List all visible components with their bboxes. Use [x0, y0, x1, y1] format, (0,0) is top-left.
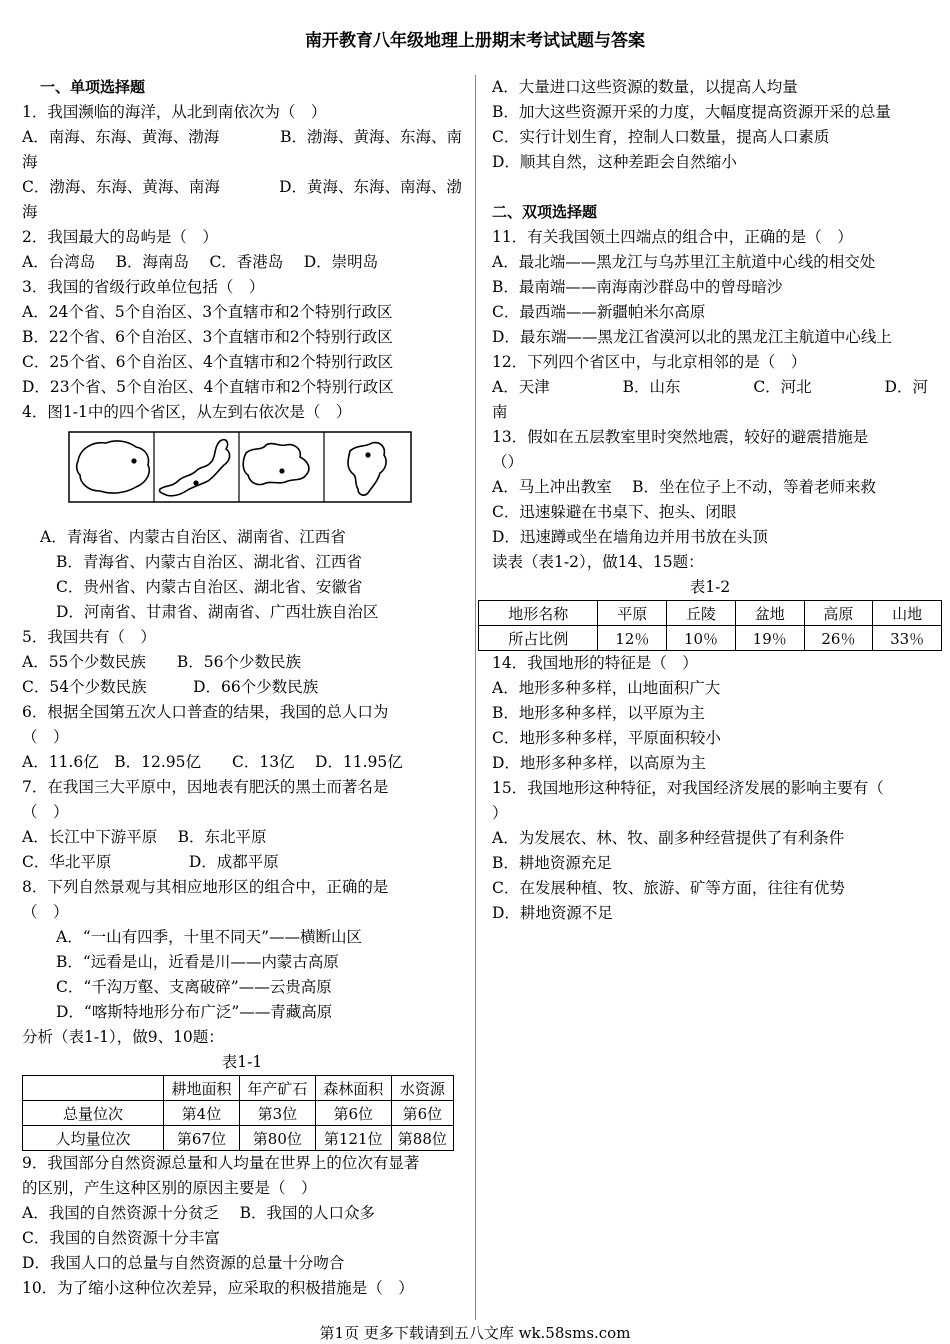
table-cell: 10％ [667, 626, 736, 651]
question-9-stem: 9．我国部分自然资源总量和人均量在世界上的位次有显著 [22, 1154, 420, 1172]
option: D．河 [884, 378, 928, 396]
table-header-cell: 年产矿石 [239, 1076, 315, 1101]
option: B．青海省、内蒙古自治区、湖北省、江西省 [56, 553, 362, 571]
table-header-cell: 高原 [804, 601, 873, 626]
question-8-stem-wrap: （ ） [22, 903, 69, 921]
question-13-stem: 13．假如在五层教室里时突然地震，较好的避震措施是 [492, 428, 869, 446]
table-row [23, 1076, 454, 1101]
table-1-caption: 表1-1 [221, 1053, 263, 1071]
table-cell: 33％ [873, 626, 942, 651]
question-6-options: A．11.6亿 B．12.95亿 C．13亿 D．11.95亿 [22, 753, 403, 771]
option: A．为发展农、林、牧、副多种经营提供了有利条件 [492, 829, 845, 847]
option: C．贵州省、内蒙古自治区、湖北省、安徽省 [56, 578, 363, 596]
option: C．在发展种植、牧、旅游、矿等方面，往往有优势 [492, 879, 845, 897]
option: D．迅速蹲或坐在墙角边并用书放在头顶 [492, 528, 768, 546]
table-cell: 第67位 [164, 1126, 240, 1151]
option: C．25个省、6个自治区、4个直辖市和2个特别行政区 [22, 353, 394, 371]
option: D．23个省、5个自治区、4个直辖市和2个特别行政区 [22, 378, 394, 396]
table-cell: 19％ [735, 626, 804, 651]
question-12-stem: 12．下列四个省区中，与北京相邻的是（ ） [492, 353, 807, 371]
option: B．加大这些资源开采的力度，大幅度提高资源开采的总量 [492, 103, 891, 121]
table-row [479, 601, 942, 626]
option: C．河北 [753, 378, 812, 396]
option: C．54个少数民族 D．66个少数民族 [22, 678, 319, 696]
table-header-cell: 丘陵 [667, 601, 736, 626]
option: B．山东 [622, 378, 681, 396]
table-header-cell: 山地 [873, 601, 942, 626]
option: B．“远看是山，近看是川——内蒙古高原 [56, 953, 339, 971]
option: D．最东端——黑龙江省漠河以北的黑龙江主航道中心线上 [492, 328, 892, 346]
option: A．天津 [492, 378, 550, 396]
question-12-options [492, 375, 928, 400]
option: C．“千沟万壑、支离破碎”——云贵高原 [56, 978, 332, 996]
question-4-stem: 4．图1-1中的四个省区，从左到右依次是（ ） [22, 403, 352, 421]
option: A．青海省、内蒙古自治区、湖南省、江西省 [40, 528, 346, 546]
section-heading-double-choice: 二、双项选择题 [492, 203, 598, 221]
question-7-stem-wrap: （ ） [22, 803, 69, 821]
option: D．顺其自然，这种差距会自然缩小 [492, 153, 737, 171]
option: B．22个省、6个自治区、3个直辖市和2个特别行政区 [22, 328, 393, 346]
section-heading-single-choice: 一、单项选择题 [40, 78, 146, 96]
option: D．耕地资源不足 [492, 904, 613, 922]
table-2-intro: 读表（表1-2），做14、15题： [492, 553, 704, 571]
question-15-stem: 15．我国地形这种特征，对我国经济发展的影响主要有（ [492, 779, 884, 797]
table-cell: 总量位次 [23, 1101, 164, 1126]
question-13-stem-wrap: （） [492, 453, 524, 471]
table-cell: 第88位 [391, 1126, 453, 1151]
option: A．我国的自然资源十分贫乏 B．我国的人口众多 [22, 1204, 376, 1222]
question-1-options-ab [22, 125, 462, 150]
table-cell: 12％ [598, 626, 667, 651]
option: A．南海、东海、黄海、渤海 [22, 128, 220, 146]
option: A．长江中下游平原 B．东北平原 [22, 828, 267, 846]
option: D．河南省、甘肃省、湖南省、广西壮族自治区 [56, 603, 379, 621]
question-10-stem: 10．为了缩小这种位次差异，应采取的积极措施是（ ） [22, 1279, 414, 1297]
option: A．马上冲出教室 B．坐在位子上不动，等着老师来救 [492, 478, 877, 496]
table-cell: 第3位 [239, 1101, 315, 1126]
table-cell: 第121位 [315, 1126, 391, 1151]
question-1-stem: 1．我国濒临的海洋，从北到南依次为（ ） [22, 103, 327, 121]
option: B．最南端——南海南沙群岛中的曾母暗沙 [492, 278, 783, 296]
spacer [492, 175, 928, 200]
table-cell: 第6位 [391, 1101, 453, 1126]
table-cell [23, 1076, 164, 1101]
option: C．最西端——新疆帕米尔高原 [492, 303, 706, 321]
option: A．24个省、5个自治区、3个直辖市和2个特别行政区 [22, 303, 393, 321]
table-header-cell: 盆地 [735, 601, 804, 626]
table-1 [22, 1075, 454, 1151]
option-wrap: 海 [22, 203, 38, 221]
option: C．实行计划生育，控制人口数量，提高人口素质 [492, 128, 830, 146]
option: D．黄海、东海、南海、渤 [279, 178, 462, 196]
table-row [23, 1101, 454, 1126]
page-footer: 第1页 更多下载请到五八文库 wk.58sms.com [319, 1324, 631, 1342]
question-5-stem: 5．我国共有（ ） [22, 628, 156, 646]
option: D．我国人口的总量与自然资源的总量十分吻合 [22, 1254, 345, 1272]
option-wrap: 海 [22, 153, 38, 171]
option: C．迅速躲避在书桌下、抱头、闭眼 [492, 503, 737, 521]
option: A．大量进口这些资源的数量，以提高人均量 [492, 78, 798, 96]
table-cell: 所占比例 [479, 626, 598, 651]
question-1-options-cd [22, 175, 462, 200]
table-cell: 第4位 [164, 1101, 240, 1126]
option: C．华北平原 D．成都平原 [22, 853, 279, 871]
left-column [22, 75, 462, 1301]
question-7-stem: 7．在我国三大平原中，因地表有肥沃的黑土而著名是 [22, 778, 389, 796]
question-3-stem: 3．我国的省级行政单位包括（ ） [22, 278, 265, 296]
question-14-stem: 14．我国地形的特征是（ ） [492, 654, 698, 672]
table-header-cell: 平原 [598, 601, 667, 626]
table-cell: 人均量位次 [23, 1126, 164, 1151]
table-row [23, 1126, 454, 1151]
right-column [492, 75, 928, 926]
option: C．地形多种多样，平原面积较小 [492, 729, 721, 747]
question-6-stem-wrap: （ ） [22, 728, 69, 746]
column-divider [475, 75, 476, 1320]
option: A．地形多种多样，山地面积广大 [492, 679, 721, 697]
table-1-intro: 分析（表1-1），做9、10题： [22, 1028, 224, 1046]
table-cell: 第80位 [239, 1126, 315, 1151]
option: B．地形多种多样，以平原为主 [492, 704, 705, 722]
figure-province-outlines [22, 425, 462, 525]
question-6-stem: 6．根据全国第五次人口普查的结果，我国的总人口为 [22, 703, 389, 721]
table-cell: 26％ [804, 626, 873, 651]
option: B．渤海、黄海、东海、南 [280, 128, 462, 146]
question-11-stem: 11．有关我国领土四端点的组合中，正确的是（ ） [492, 228, 853, 246]
option: C．我国的自然资源十分丰富 [22, 1229, 220, 1247]
option: B．耕地资源充足 [492, 854, 612, 872]
option: A．“一山有四季，十里不同天”——横断山区 [56, 928, 363, 946]
option: C．渤海、东海、黄海、南海 [22, 178, 220, 196]
table-row [479, 626, 942, 651]
question-2-stem: 2．我国最大的岛屿是（ ） [22, 228, 218, 246]
document-title: 南开教育八年级地理上册期末考试试题与答案 [305, 31, 645, 51]
table-header-cell: 森林面积 [315, 1076, 391, 1101]
option: A．55个少数民族 B．56个少数民族 [22, 653, 302, 671]
table-header-cell: 耕地面积 [164, 1076, 240, 1101]
question-8-stem: 8．下列自然景观与其相应地形区的组合中，正确的是 [22, 878, 389, 896]
table-2 [478, 600, 942, 651]
table-cell: 第6位 [315, 1101, 391, 1126]
province-map-strip [68, 431, 412, 503]
question-15-stem-wrap: ） [492, 804, 508, 822]
option: D．“喀斯特地形分布广泛”——青藏高原 [56, 1003, 333, 1021]
question-9-stem-wrap: 的区别，产生这种区别的原因主要是（ ） [22, 1179, 317, 1197]
option: D．地形多种多样，以高原为主 [492, 754, 706, 772]
question-2-options: A．台湾岛 B．海南岛 C．香港岛 D．崇明岛 [22, 253, 379, 271]
table-header-cell: 地形名称 [479, 601, 598, 626]
table-header-cell: 水资源 [391, 1076, 453, 1101]
table-2-caption: 表1-2 [689, 578, 731, 596]
option: A．最北端——黑龙江与乌苏里江主航道中心线的相交处 [492, 253, 876, 271]
option-wrap: 南 [492, 403, 508, 421]
